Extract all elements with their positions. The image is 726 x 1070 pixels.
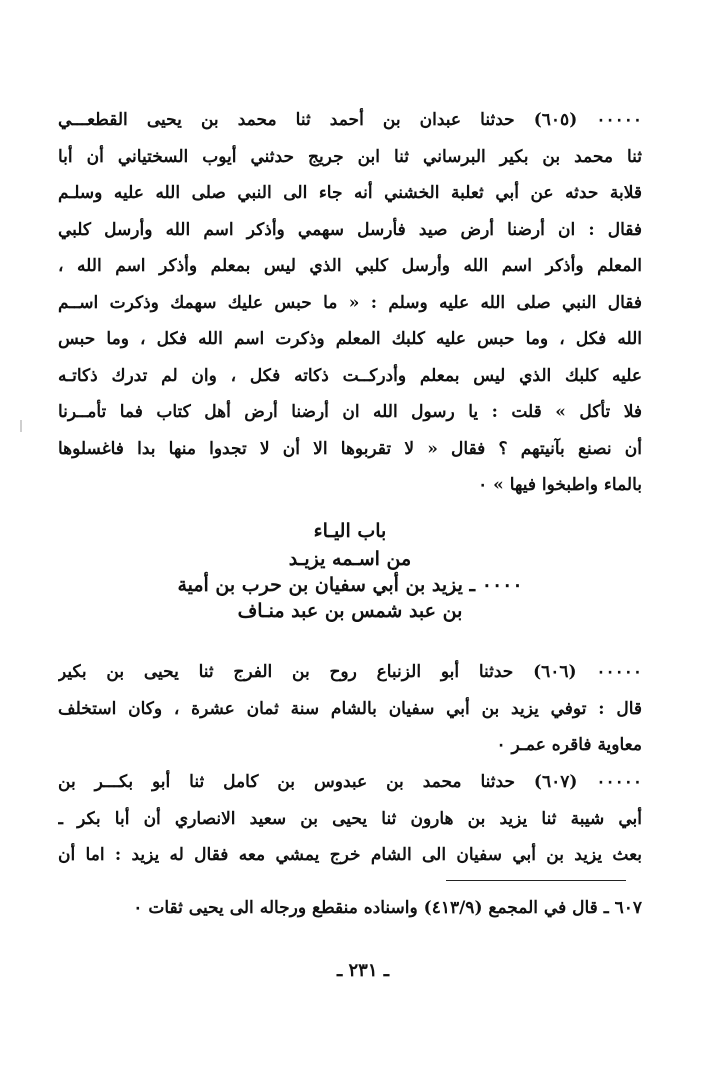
hadith-606-paragraph <box>58 654 642 764</box>
footnote <box>58 890 642 927</box>
section-heading <box>58 546 642 572</box>
margin-mark <box>20 420 22 432</box>
text-line: أن نصنع بآنيتهم ؟ فقال « لا تقربوها الا أن لا تجدوا منها بدا فاغسلوها <box>58 438 642 459</box>
text-line: بالماء واطبخوا فيها » ٠ <box>478 475 642 495</box>
person-name-line-1: ٠٠٠٠ ـ يزيد بن أبي سفيان بن حرب بن أمية <box>177 574 523 596</box>
text-line: قلابة حدثه عن أبي ثعلبة الخشني أنه جاء الى النبي صلى الله عليه وسلـم <box>58 183 642 203</box>
chapter-title: باب اليـاء <box>313 520 387 542</box>
hadith-605-paragraph <box>58 102 642 504</box>
text-line: ثنا محمد بن بكير البرساني ثنا ابن جريج حدثني أيوب السختياني أن أبا <box>58 146 642 167</box>
person-name-line-2: بن عبد شمس بن عبد منـاف <box>237 600 463 622</box>
text-line: فلا تأكل » قلت : يا رسول الله ان أرضنا أرض أهل كتاب فما تأمــرنا <box>58 402 642 422</box>
section-title: من اسـمه يزيـد <box>288 548 412 570</box>
text-line: معاوية فاقره عمـر ٠ <box>496 735 642 755</box>
person-heading-continued <box>58 598 642 624</box>
chapter-heading <box>58 518 642 544</box>
text-line: عليه كلبك الذي ليس بمعلم وأدركــت ذكاته فكل ، وان لم تدرك ذكاتـه <box>58 365 642 386</box>
text-line: ٠٠٠٠٠ (٦٠٧) حدثنا محمد بن عبدوس بن كامل ثنا أبو بكـــر بن <box>58 772 642 792</box>
footnote-separator <box>446 880 626 881</box>
footnote-text: ٦٠٧ ـ قال في المجمع (٤١٣/٩) واسناده منقطع ورجاله الى يحيى ثقات ٠ <box>133 898 642 918</box>
text-line: ٠٠٠٠٠ (٦٠٦) حدثنا أبو الزنباع روح بن الفرج ثنا يحيى بن بكير <box>58 662 642 682</box>
text-line: ٠٠٠٠٠ (٦٠٥) حدثنا عبدان بن أحمد ثنا محمد بن يحيى القطعـــي <box>58 110 642 130</box>
text-line: الله فكل ، وما حبس عليه كلبك المعلم وذكرت اسم الله فكل ، وما حبس <box>58 329 642 349</box>
text-line: أبي شيبة ثنا يزيد بن هارون ثنا يحيى بن سعيد الانصاري أن أبا بكر ـ <box>58 808 642 829</box>
hadith-607-paragraph <box>58 764 642 874</box>
text-line: فقال : ان أرضنا أرض صيد فأرسل سهمي وأذكر اسم الله وأرسل كلبي <box>58 219 642 240</box>
person-heading <box>58 572 642 598</box>
text-line: قال : توفي يزيد بن أبي سفيان بالشام سنة ثمان عشرة ، وكان استخلف <box>58 698 642 719</box>
text-line: فقال النبي صلى الله عليه وسلم : « ما حبس عليك سهمك وذكرت اســم <box>58 292 642 313</box>
text-line: المعلم وأذكر اسم الله وأرسل كلبي الذي ليس بمعلم وأذكر اسم الله ، <box>58 256 642 276</box>
page-number: ـ ٢٣١ ـ <box>336 960 390 981</box>
text-line: بعث يزيد بن أبي سفيان الى الشام خرج يمشي معه فقال له يزيد : اما أن <box>58 845 642 865</box>
